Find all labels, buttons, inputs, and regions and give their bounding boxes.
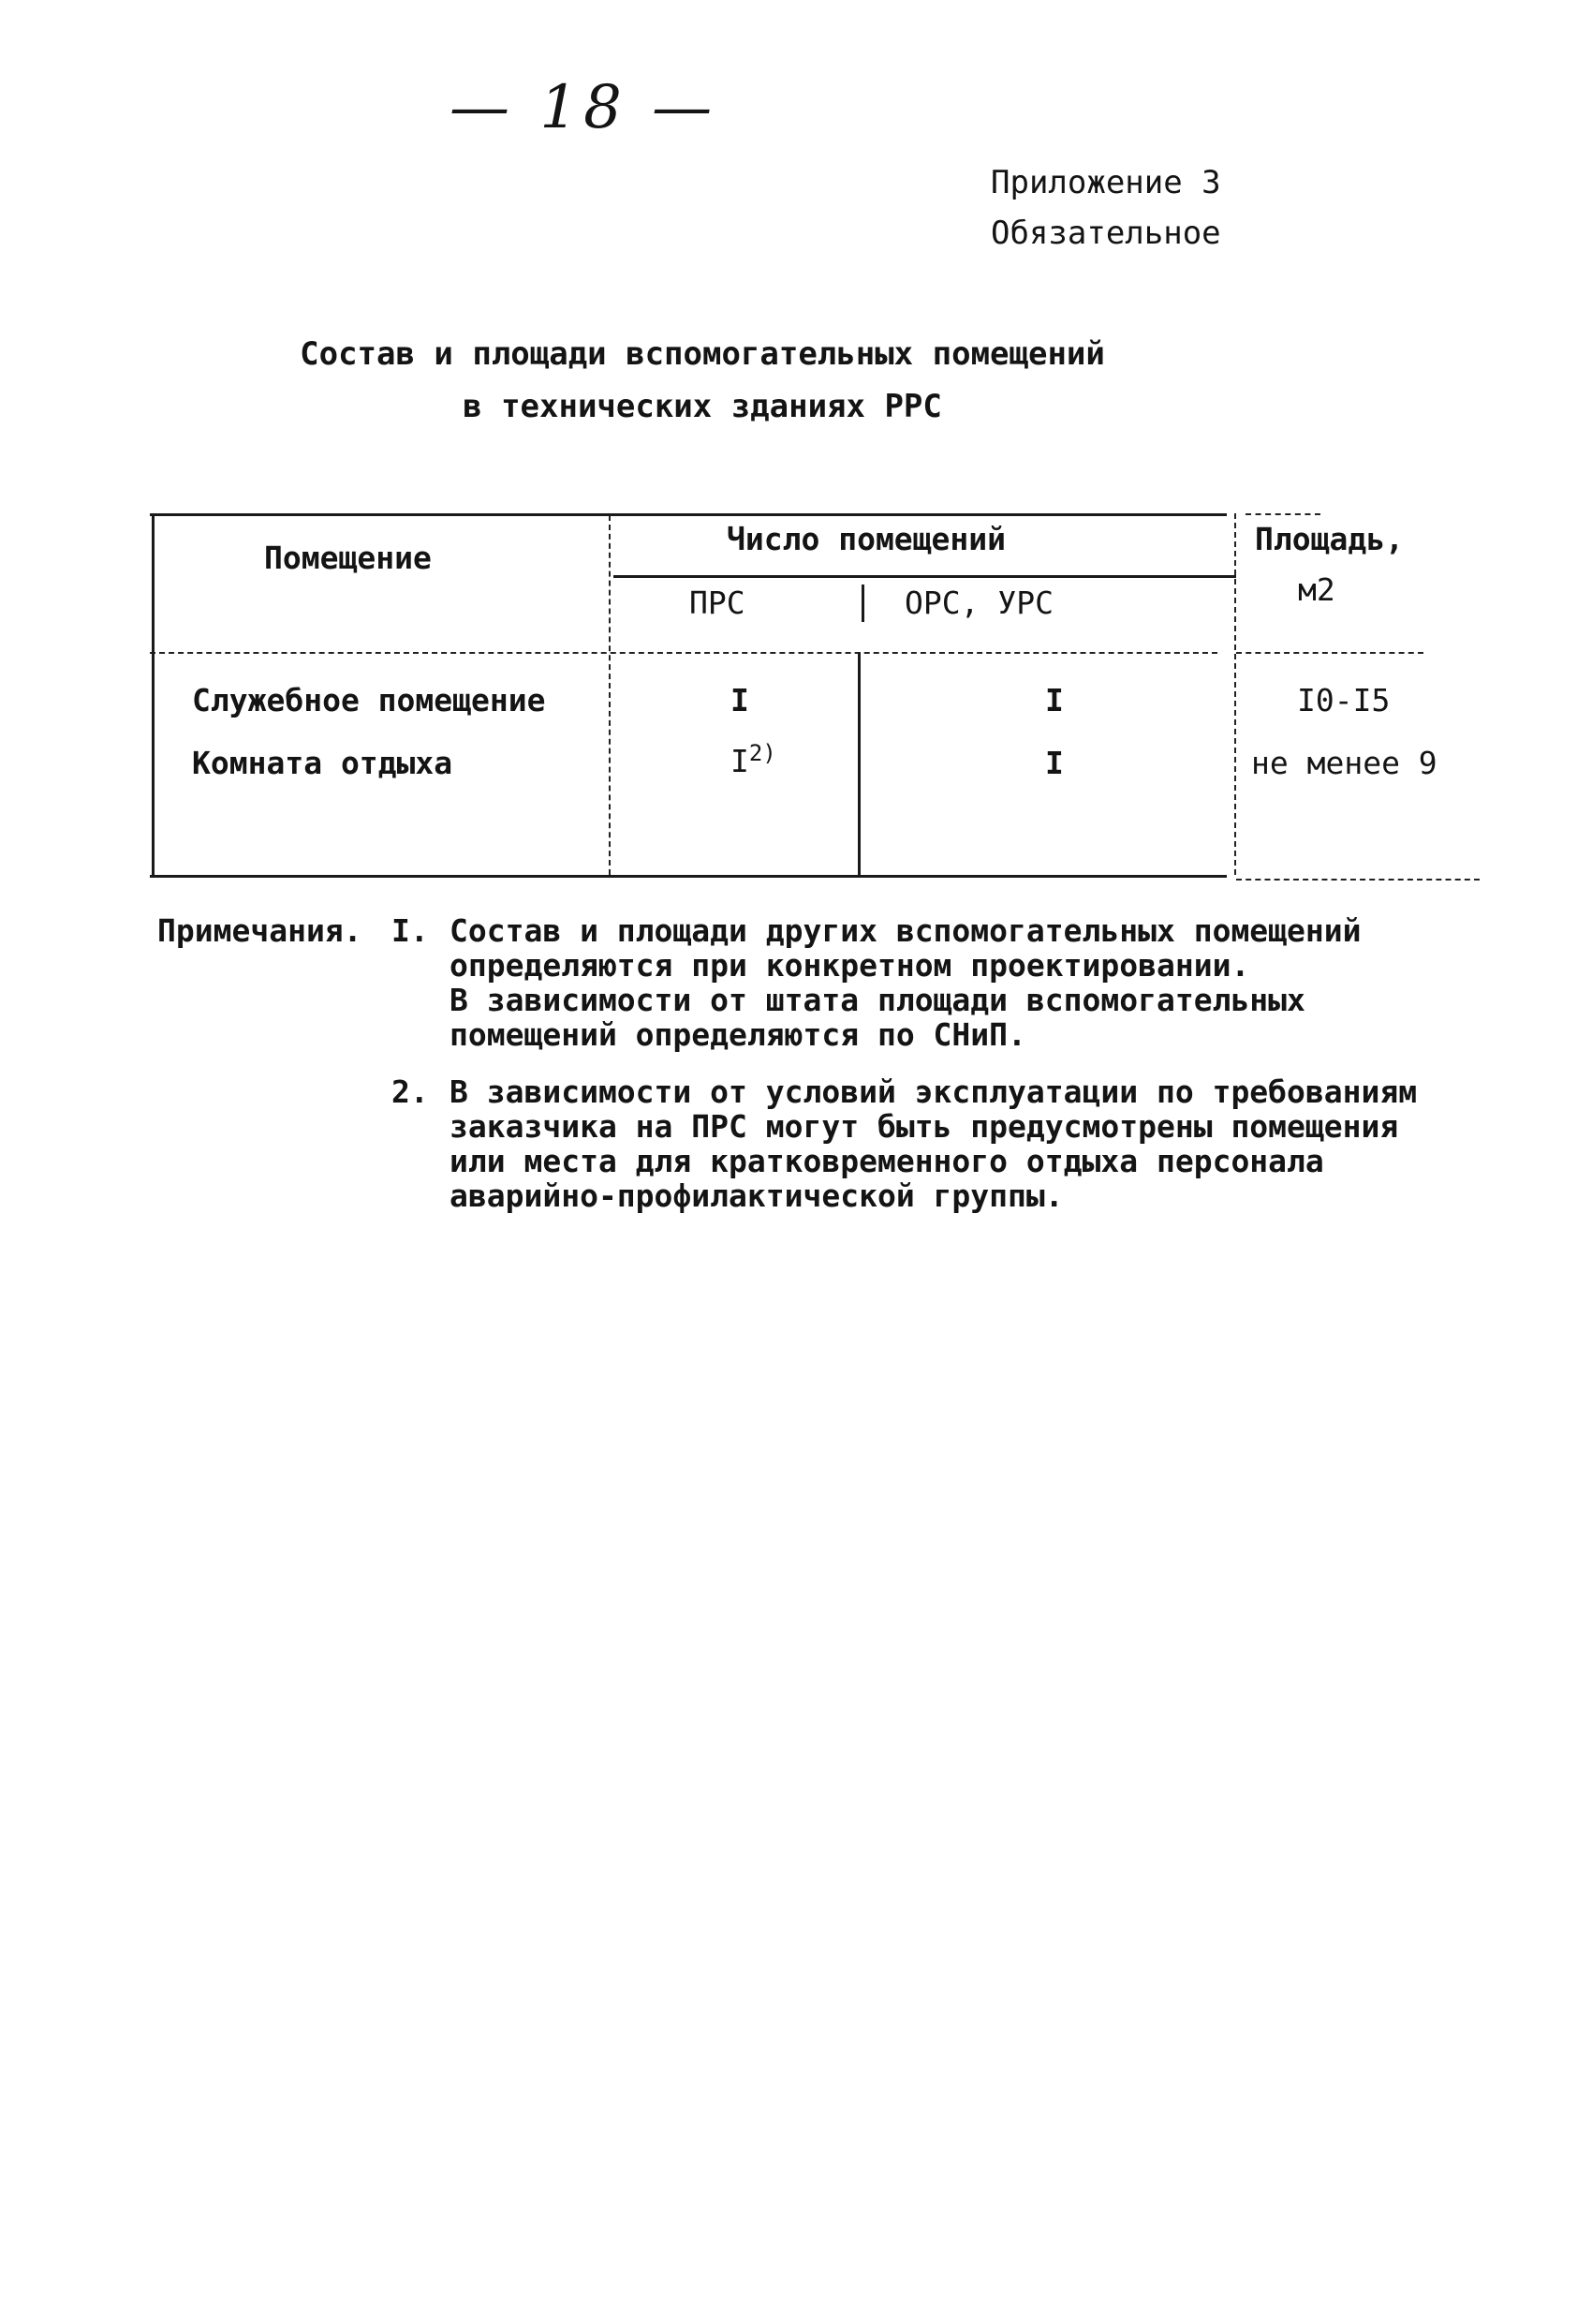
table-bottom-rule-right — [1236, 879, 1480, 881]
note-2-line-1: В зависимости от условий эксплуатации по требованиям — [450, 1073, 1418, 1110]
header-count: Число помещений — [727, 521, 1007, 557]
table-row-1-area: I0-I5 — [1297, 682, 1391, 718]
table-row-2-area: не менее 9 — [1251, 745, 1437, 781]
table-row-1-room: Служебное помещение — [192, 682, 546, 718]
column-divider-prs-body — [858, 652, 861, 875]
column-divider-room — [609, 515, 611, 875]
note-1-line-1: Состав и площади других вспомогательных помещений — [450, 912, 1362, 949]
notes-label: Примечания. — [157, 912, 362, 949]
header-bottom-rule-right — [1236, 652, 1423, 654]
note-2-line-4: аварийно-профилактической группы. — [450, 1177, 1064, 1214]
table-top-rule-right — [1246, 513, 1320, 515]
table-top-rule — [150, 513, 1227, 516]
note-2-line-3: или места для кратковременного отдыха персонала — [450, 1143, 1324, 1179]
table-row-2-room: Комната отдыха — [192, 745, 453, 781]
page-number: — 18 — — [450, 73, 718, 142]
note-2-text — [450, 1074, 1417, 1213]
appendix-label — [991, 157, 1221, 259]
table-row-1-prs: I — [730, 682, 749, 718]
header-area: Площадь, — [1255, 521, 1404, 557]
table-row-2-ors-urs: I — [1045, 745, 1064, 781]
header-room: Помещение — [264, 540, 432, 576]
table-row-1-ors-urs: I — [1045, 682, 1064, 718]
header-ors-urs: ОРС, УРС — [905, 585, 1054, 621]
note-1-text — [450, 913, 1362, 1052]
table-bottom-rule — [150, 875, 1227, 878]
note-2-number: 2. — [391, 1073, 429, 1110]
note-2-line-2: заказчика на ПРС могут быть предусмотрены помещения — [450, 1108, 1399, 1145]
column-divider-prs — [862, 585, 864, 622]
note-1-line-3: В зависимости от штата площади вспомогательных — [450, 982, 1305, 1018]
appendix-status: Обязательное — [991, 215, 1221, 252]
subheader-rule — [613, 575, 1236, 578]
note-1-number: I. — [391, 912, 429, 949]
title-line-2: в технических зданиях РРС — [463, 388, 942, 425]
appendix-title: Приложение 3 — [991, 164, 1221, 201]
document-title — [187, 328, 1217, 433]
header-prs: ПРС — [689, 585, 745, 621]
note-1-line-4: помещений определяются по СНиП. — [450, 1016, 1026, 1053]
header-area-unit: м2 — [1298, 571, 1335, 608]
header-bottom-rule — [150, 652, 1217, 654]
table-row-2-prs — [730, 740, 776, 779]
footnote-marker: 2) — [748, 740, 776, 766]
column-divider-area — [1234, 513, 1236, 875]
title-line-1: Состав и площади вспомогательных помещений — [300, 335, 1105, 373]
table-row-2-prs-value: I — [730, 743, 749, 779]
table-left-border — [152, 515, 155, 875]
note-1-line-2: определяются при конкретном проектировании. — [450, 947, 1250, 984]
